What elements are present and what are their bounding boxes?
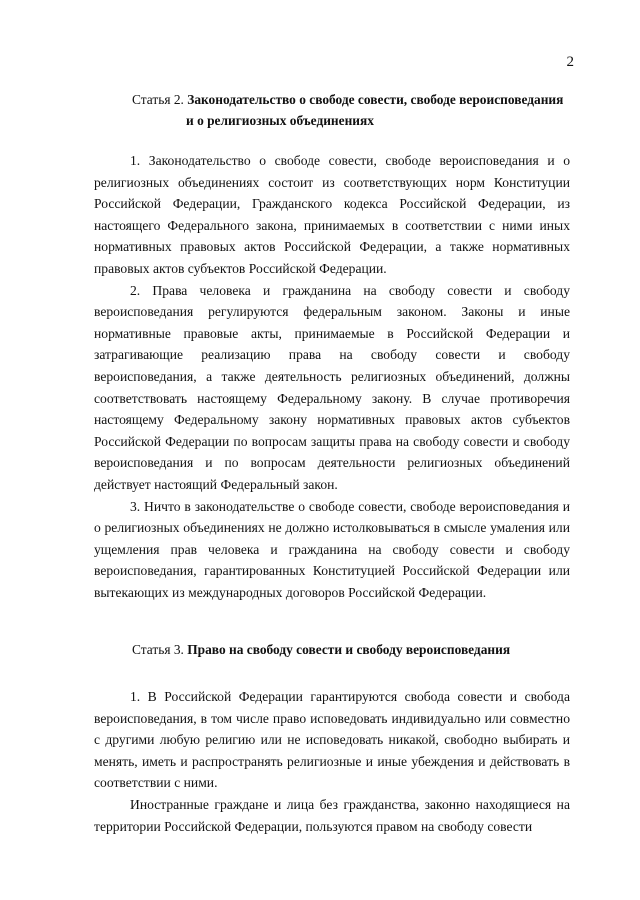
article-2-paragraph-2: 2. Права человека и гражданина на свободу совести и свободу вероисповедания регулируются федеральным законом. Законы и иные нормативные правовые акты, принимаемые в Российской Федерации и затрагивающие реализацию права на свободу совести и свободу вероисповедания, а также деятельность религиозных объединений, должны соответствовать настоящему Федеральному закону. В случае противоречия настоящему Федеральному закону нормативных правовых актов субъектов Российской Федерации по вопросам защиты права на свободу совести и свободу вероисповедания и по вопросам деятельности религиозных объединений действует настоящий Федеральный закон.	[94, 282, 570, 492]
article-3-heading	[132, 639, 572, 660]
article-3-paragraph-1: 1. В Российской Федерации гарантируются свобода совести и свобода вероисповедания, в том числе право исповедовать индивидуально или совместно с другими любую религию или не исповедовать никакой, свободно выбирать и менять, иметь и распространять религиозные и иные убеждения и действовать в соответствии с ними.	[94, 689, 570, 791]
article-2-body	[94, 150, 570, 603]
article-3-paragraph-2: Иностранные граждане и лица без гражданства, законно находящиеся на территории Российской Федерации, пользуются правом на свободу совести	[94, 796, 570, 834]
article-3-body	[94, 686, 570, 837]
article-2-heading	[132, 89, 572, 131]
article-2-title-line1: Законодательство о свободе совести, свободе вероисповедания	[187, 92, 564, 107]
page-number: 2	[566, 54, 574, 70]
article-3-title: Право на свободу совести и свободу вероисповедания	[187, 642, 511, 657]
article-2-paragraph-1: 1. Законодательство о свободе совести, свободе вероисповедания и о религиозных объединениях состоит из соответствующих норм Конституции Российской Федерации, Гражданского кодекса Российской Федерации, из настоящего Федерального закона, принимаемых в соответствии с ними иных нормативных правовых актов Российской Федерации, а также нормативных правовых актов субъектов Российской Федерации.	[94, 153, 570, 276]
article-2-title-line2: и о религиозных объединениях	[186, 113, 374, 128]
article-2-label: Статья 2.	[132, 92, 184, 107]
article-2-paragraph-3: 3. Ничто в законодательстве о свободе совести, свободе вероисповедания и о религиозных объединениях не должно истолковываться в смысле умаления или ущемления прав человека и гражданина на свободу совести и свободу вероисповедания, гарантированных Конституцией Российской Федерации или вытекающих из международных договоров Российской Федерации.	[94, 498, 570, 600]
article-3-label: Статья 3.	[132, 642, 184, 657]
